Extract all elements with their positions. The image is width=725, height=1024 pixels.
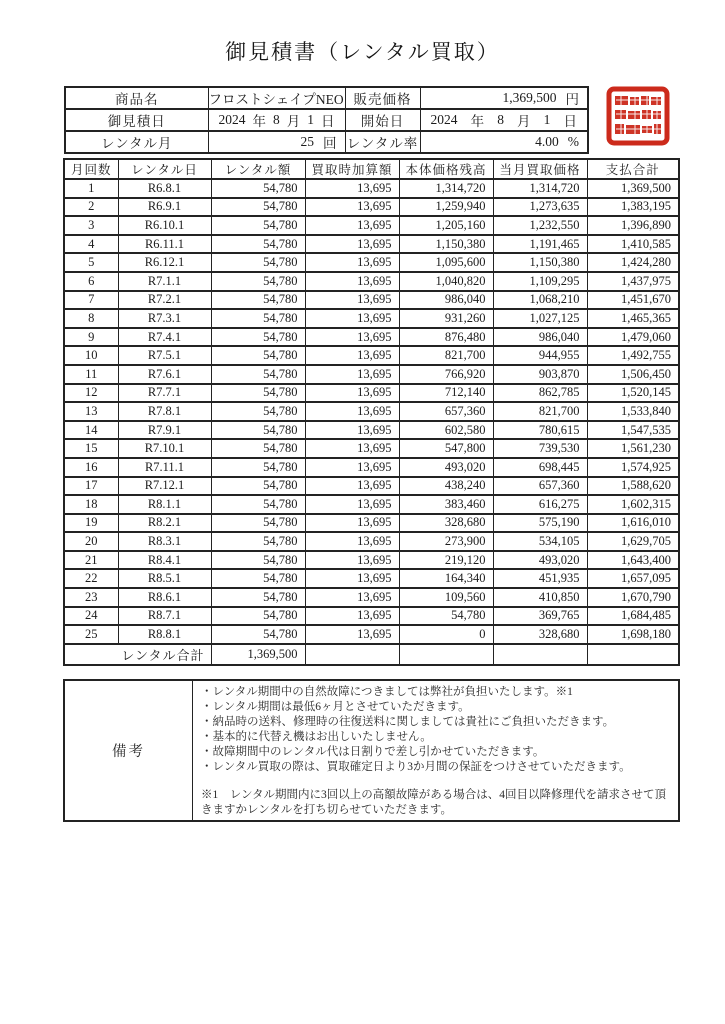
payment-total-cell: 1,479,060	[587, 328, 679, 347]
rental-rate-unit: %	[567, 134, 579, 149]
current-purchase-price-cell: 821,700	[493, 402, 587, 421]
remark-line: ・レンタル買取の際は、買取確定日より3か月間の保証をつけさせていただきます。	[201, 760, 631, 773]
payment-total-cell: 1,616,010	[587, 514, 679, 533]
empty-cell	[587, 644, 679, 665]
rental-amount-cell: 54,780	[211, 569, 305, 588]
rental-date-cell: R8.6.1	[118, 588, 211, 607]
rental-amount-cell: 54,780	[211, 625, 305, 644]
schedule-row	[64, 272, 679, 291]
date-part: 1	[307, 112, 314, 127]
base-price-balance-cell: 273,900	[399, 532, 493, 551]
base-price-balance-cell: 164,340	[399, 569, 493, 588]
product-name-label: 商品名	[65, 87, 208, 109]
payment-total-cell: 1,657,095	[587, 569, 679, 588]
month-count-cell: 9	[64, 328, 118, 347]
remarks-label: 備考	[64, 680, 193, 821]
remark-line: ・レンタル期間中の自然故障につきましては弊社が負担いたします。※1	[201, 686, 573, 698]
base-price-balance-cell: 1,150,380	[399, 235, 493, 254]
purchase-addition-cell: 13,695	[305, 216, 399, 235]
purchase-addition-cell: 13,695	[305, 179, 399, 198]
purchase-addition-cell: 13,695	[305, 514, 399, 533]
current-purchase-price-cell: 698,445	[493, 458, 587, 477]
schedule-row	[64, 346, 679, 365]
rental-date-cell: R8.4.1	[118, 551, 211, 570]
rental-amount-cell: 54,780	[211, 458, 305, 477]
rental-rate-amount: 4.00	[535, 134, 559, 149]
rental-amount-cell: 54,780	[211, 198, 305, 217]
current-purchase-price-cell: 1,027,125	[493, 309, 587, 328]
month-count-cell: 25	[64, 625, 118, 644]
rental-date-cell: R6.12.1	[118, 253, 211, 272]
date-part: 年	[470, 114, 485, 129]
month-count-cell: 11	[64, 365, 118, 384]
current-purchase-price-header: 当月買取価格	[493, 159, 587, 179]
date-part: 1	[543, 112, 551, 127]
payment-total-cell: 1,561,230	[587, 439, 679, 458]
month-count-cell: 4	[64, 235, 118, 254]
rental-date-cell: R7.12.1	[118, 477, 211, 496]
schedule-row	[64, 495, 679, 514]
base-price-balance-cell: 986,040	[399, 291, 493, 310]
current-purchase-price-cell: 1,150,380	[493, 253, 587, 272]
base-price-balance-cell: 493,020	[399, 458, 493, 477]
current-purchase-price-cell: 944,955	[493, 346, 587, 365]
remark-line: ・基本的に代替え機はお出しいたしません。	[201, 730, 432, 743]
base-price-balance-cell: 1,040,820	[399, 272, 493, 291]
date-part: 日	[563, 114, 577, 129]
current-purchase-price-cell: 328,680	[493, 625, 587, 644]
rental-amount-cell: 54,780	[211, 365, 305, 384]
product-name-value: フロストシェイプNEO	[208, 87, 345, 109]
base-price-balance-cell: 383,460	[399, 495, 493, 514]
month-count-cell: 17	[64, 477, 118, 496]
rental-amount-cell: 54,780	[211, 402, 305, 421]
month-count-cell: 18	[64, 495, 118, 514]
base-price-balance-cell: 602,580	[399, 421, 493, 440]
purchase-addition-cell: 13,695	[305, 607, 399, 626]
date-part: 日	[321, 114, 335, 129]
payment-total-cell: 1,437,975	[587, 272, 679, 291]
purchase-addition-cell: 13,695	[305, 551, 399, 570]
rental-months-unit: 回	[323, 136, 337, 151]
month-count-cell: 12	[64, 384, 118, 403]
base-price-balance-cell: 109,560	[399, 588, 493, 607]
schedule-row	[64, 402, 679, 421]
schedule-row	[64, 532, 679, 551]
rental-date-cell: R7.2.1	[118, 291, 211, 310]
schedule-row	[64, 309, 679, 328]
sale-price-unit: 円	[565, 92, 579, 107]
purchase-addition-cell: 13,695	[305, 198, 399, 217]
info-row-rental	[65, 131, 588, 153]
purchase-addition-cell: 13,695	[305, 588, 399, 607]
rental-amount-cell: 54,780	[211, 272, 305, 291]
remark-line: ・故障期間中のレンタル代は日割りで差し引かせていただきます。	[201, 745, 545, 758]
schedule-row	[64, 588, 679, 607]
base-price-balance-cell: 821,700	[399, 346, 493, 365]
payment-total-cell: 1,670,790	[587, 588, 679, 607]
rental-total-label: レンタル合計	[64, 644, 211, 665]
current-purchase-price-cell: 369,765	[493, 607, 587, 626]
rental-amount-cell: 54,780	[211, 328, 305, 347]
payment-total-header: 支払合計	[587, 159, 679, 179]
purchase-addition-cell: 13,695	[305, 253, 399, 272]
schedule-row	[64, 551, 679, 570]
schedule-row	[64, 328, 679, 347]
current-purchase-price-cell: 1,191,465	[493, 235, 587, 254]
current-purchase-price-cell: 780,615	[493, 421, 587, 440]
quote-date-value	[208, 109, 345, 131]
payment-total-cell: 1,574,925	[587, 458, 679, 477]
rental-total-row	[64, 644, 679, 665]
rental-date-cell: R7.6.1	[118, 365, 211, 384]
month-count-cell: 16	[64, 458, 118, 477]
date-part: 年	[252, 114, 266, 129]
rental-months-label: レンタル月	[65, 131, 208, 153]
rental-months-count: 25	[300, 134, 314, 149]
current-purchase-price-cell: 1,109,295	[493, 272, 587, 291]
payment-total-cell: 1,383,195	[587, 198, 679, 217]
current-purchase-price-cell: 493,020	[493, 551, 587, 570]
current-purchase-price-cell: 1,068,210	[493, 291, 587, 310]
sale-price-value	[420, 87, 588, 109]
payment-total-cell: 1,547,535	[587, 421, 679, 440]
payment-total-cell: 1,451,670	[587, 291, 679, 310]
remarks-bullet-list	[201, 685, 670, 775]
info-row-dates	[65, 109, 588, 131]
rental-amount-header: レンタル額	[211, 159, 305, 179]
rental-amount-cell: 54,780	[211, 532, 305, 551]
start-date-value	[420, 109, 588, 131]
rental-date-cell: R8.5.1	[118, 569, 211, 588]
date-part: 2024	[430, 112, 458, 127]
schedule-row	[64, 458, 679, 477]
payment-total-cell: 1,533,840	[587, 402, 679, 421]
schedule-row	[64, 179, 679, 198]
rental-amount-cell: 54,780	[211, 421, 305, 440]
rental-total-value: 1,369,500	[211, 644, 305, 665]
payment-total-cell: 1,465,365	[587, 309, 679, 328]
rental-amount-cell: 54,780	[211, 384, 305, 403]
rental-rate-value	[420, 131, 588, 153]
payment-total-cell: 1,424,280	[587, 253, 679, 272]
rental-amount-cell: 54,780	[211, 179, 305, 198]
current-purchase-price-cell: 451,935	[493, 569, 587, 588]
remarks-note: ※1 レンタル期間内に3回以上の高額故障がある場合は、4回目以降修理代を請求させて頂きますかレンタルを打ち切らせていただきます。	[201, 788, 666, 816]
payment-total-cell: 1,506,450	[587, 365, 679, 384]
rental-amount-cell: 54,780	[211, 309, 305, 328]
month-count-cell: 14	[64, 421, 118, 440]
purchase-addition-cell: 13,695	[305, 365, 399, 384]
schedule-row	[64, 365, 679, 384]
date-part: 月	[286, 114, 301, 129]
red-seal-icon	[606, 86, 670, 146]
quote-date-label: 御見積日	[65, 109, 208, 131]
payment-total-cell: 1,520,145	[587, 384, 679, 403]
month-count-cell: 13	[64, 402, 118, 421]
remarks-body	[193, 680, 680, 821]
schedule-row	[64, 421, 679, 440]
base-price-balance-cell: 1,205,160	[399, 216, 493, 235]
page-title: 御見積書（レンタル買取）	[225, 40, 500, 64]
remark-line: ・レンタル期間は最低6ヶ月とさせていただきます。	[201, 700, 470, 713]
rental-amount-cell: 54,780	[211, 439, 305, 458]
current-purchase-price-cell: 410,850	[493, 588, 587, 607]
current-purchase-price-cell: 903,870	[493, 365, 587, 384]
schedule-row	[64, 477, 679, 496]
purchase-addition-cell: 13,695	[305, 532, 399, 551]
month-count-cell: 21	[64, 551, 118, 570]
current-purchase-price-cell: 1,314,720	[493, 179, 587, 198]
rental-date-cell: R7.4.1	[118, 328, 211, 347]
payment-total-cell: 1,602,315	[587, 495, 679, 514]
rental-date-cell: R7.1.1	[118, 272, 211, 291]
schedule-header-row	[64, 159, 679, 179]
rental-date-cell: R6.11.1	[118, 235, 211, 254]
rental-date-cell: R8.3.1	[118, 532, 211, 551]
product-info-table	[64, 86, 589, 154]
purchase-addition-cell: 13,695	[305, 439, 399, 458]
month-count-cell: 7	[64, 291, 118, 310]
rental-date-cell: R6.9.1	[118, 198, 211, 217]
base-price-balance-cell: 328,680	[399, 514, 493, 533]
payment-total-cell: 1,698,180	[587, 625, 679, 644]
rental-amount-cell: 54,780	[211, 495, 305, 514]
month-count-cell: 23	[64, 588, 118, 607]
month-count-cell: 10	[64, 346, 118, 365]
current-purchase-price-cell: 739,530	[493, 439, 587, 458]
rental-amount-cell: 54,780	[211, 551, 305, 570]
payment-total-cell: 1,643,400	[587, 551, 679, 570]
rental-schedule-table	[63, 158, 680, 666]
purchase-addition-cell: 13,695	[305, 569, 399, 588]
purchase-addition-cell: 13,695	[305, 346, 399, 365]
month-count-cell: 2	[64, 198, 118, 217]
base-price-balance-cell: 657,360	[399, 402, 493, 421]
rental-date-cell: R8.2.1	[118, 514, 211, 533]
purchase-addition-cell: 13,695	[305, 384, 399, 403]
purchase-addition-cell: 13,695	[305, 402, 399, 421]
purchase-addition-cell: 13,695	[305, 477, 399, 496]
payment-total-cell: 1,684,485	[587, 607, 679, 626]
empty-cell	[493, 644, 587, 665]
purchase-addition-cell: 13,695	[305, 235, 399, 254]
sale-price-amount: 1,369,500	[502, 90, 557, 105]
base-price-balance-cell: 931,260	[399, 309, 493, 328]
rental-date-cell: R7.9.1	[118, 421, 211, 440]
schedule-row	[64, 384, 679, 403]
schedule-row	[64, 569, 679, 588]
base-price-balance-cell: 219,120	[399, 551, 493, 570]
purchase-addition-cell: 13,695	[305, 625, 399, 644]
base-price-balance-cell: 438,240	[399, 477, 493, 496]
rental-date-cell: R7.11.1	[118, 458, 211, 477]
rental-date-cell: R8.7.1	[118, 607, 211, 626]
month-count-cell: 24	[64, 607, 118, 626]
base-price-balance-cell: 1,095,600	[399, 253, 493, 272]
purchase-addition-cell: 13,695	[305, 495, 399, 514]
month-count-cell: 15	[64, 439, 118, 458]
remark-line: ・納品時の送料、修理時の往復送料に関しましては貴社にご負担いただきます。	[201, 715, 615, 728]
rental-date-cell: R7.10.1	[118, 439, 211, 458]
schedule-row	[64, 291, 679, 310]
schedule-row	[64, 625, 679, 644]
purchase-addition-header: 買取時加算額	[305, 159, 399, 179]
sale-price-label: 販売価格	[345, 87, 420, 109]
start-date-label: 開始日	[345, 109, 420, 131]
base-price-balance-cell: 1,259,940	[399, 198, 493, 217]
rental-date-cell: R6.10.1	[118, 216, 211, 235]
month-count-cell: 6	[64, 272, 118, 291]
schedule-row	[64, 216, 679, 235]
schedule-row	[64, 253, 679, 272]
purchase-addition-cell: 13,695	[305, 309, 399, 328]
month-count-cell: 8	[64, 309, 118, 328]
current-purchase-price-cell: 1,232,550	[493, 216, 587, 235]
rental-date-cell: R7.8.1	[118, 402, 211, 421]
rental-amount-cell: 54,780	[211, 588, 305, 607]
rental-date-cell: R7.5.1	[118, 346, 211, 365]
date-part: 2024	[218, 112, 246, 127]
month-count-cell: 19	[64, 514, 118, 533]
rental-amount-cell: 54,780	[211, 346, 305, 365]
rental-amount-cell: 54,780	[211, 235, 305, 254]
month-count-cell: 5	[64, 253, 118, 272]
current-purchase-price-cell: 575,190	[493, 514, 587, 533]
payment-total-cell: 1,369,500	[587, 179, 679, 198]
date-part: 8	[497, 112, 504, 127]
payment-total-cell: 1,410,585	[587, 235, 679, 254]
current-purchase-price-cell: 862,785	[493, 384, 587, 403]
purchase-addition-cell: 13,695	[305, 272, 399, 291]
rental-amount-cell: 54,780	[211, 291, 305, 310]
schedule-row	[64, 514, 679, 533]
base-price-balance-cell: 54,780	[399, 607, 493, 626]
rental-amount-cell: 54,780	[211, 253, 305, 272]
rental-date-cell: R8.1.1	[118, 495, 211, 514]
payment-total-cell: 1,588,620	[587, 477, 679, 496]
rental-amount-cell: 54,780	[211, 216, 305, 235]
month-count-header: 月回数	[64, 159, 118, 179]
empty-cell	[399, 644, 493, 665]
payment-total-cell: 1,396,890	[587, 216, 679, 235]
rental-date-header: レンタル日	[118, 159, 211, 179]
rental-amount-cell: 54,780	[211, 514, 305, 533]
rental-date-cell: R8.8.1	[118, 625, 211, 644]
rental-months-value	[208, 131, 345, 153]
purchase-addition-cell: 13,695	[305, 328, 399, 347]
date-part: 月	[517, 114, 531, 129]
base-price-balance-cell: 712,140	[399, 384, 493, 403]
purchase-addition-cell: 13,695	[305, 421, 399, 440]
current-purchase-price-cell: 986,040	[493, 328, 587, 347]
date-part: 8	[273, 112, 280, 127]
current-purchase-price-cell: 657,360	[493, 477, 587, 496]
rental-amount-cell: 54,780	[211, 607, 305, 626]
base-price-balance-cell: 876,480	[399, 328, 493, 347]
schedule-row	[64, 198, 679, 217]
purchase-addition-cell: 13,695	[305, 458, 399, 477]
month-count-cell: 1	[64, 179, 118, 198]
month-count-cell: 22	[64, 569, 118, 588]
rental-amount-cell: 54,780	[211, 477, 305, 496]
remarks-table	[63, 679, 680, 822]
purchase-addition-cell: 13,695	[305, 291, 399, 310]
base-price-balance-cell: 766,920	[399, 365, 493, 384]
base-price-balance-header: 本体価格残高	[399, 159, 493, 179]
info-row-product	[65, 87, 588, 109]
schedule-row	[64, 607, 679, 626]
base-price-balance-cell: 547,800	[399, 439, 493, 458]
company-seal-stamp	[606, 86, 670, 146]
month-count-cell: 20	[64, 532, 118, 551]
current-purchase-price-cell: 1,273,635	[493, 198, 587, 217]
schedule-row	[64, 439, 679, 458]
rental-date-cell: R7.3.1	[118, 309, 211, 328]
month-count-cell: 3	[64, 216, 118, 235]
base-price-balance-cell: 1,314,720	[399, 179, 493, 198]
payment-total-cell: 1,492,755	[587, 346, 679, 365]
base-price-balance-cell: 0	[399, 625, 493, 644]
current-purchase-price-cell: 534,105	[493, 532, 587, 551]
payment-total-cell: 1,629,705	[587, 532, 679, 551]
rental-date-cell: R7.7.1	[118, 384, 211, 403]
rental-rate-label: レンタル率	[345, 131, 420, 153]
current-purchase-price-cell: 616,275	[493, 495, 587, 514]
rental-date-cell: R6.8.1	[118, 179, 211, 198]
empty-cell	[305, 644, 399, 665]
schedule-row	[64, 235, 679, 254]
